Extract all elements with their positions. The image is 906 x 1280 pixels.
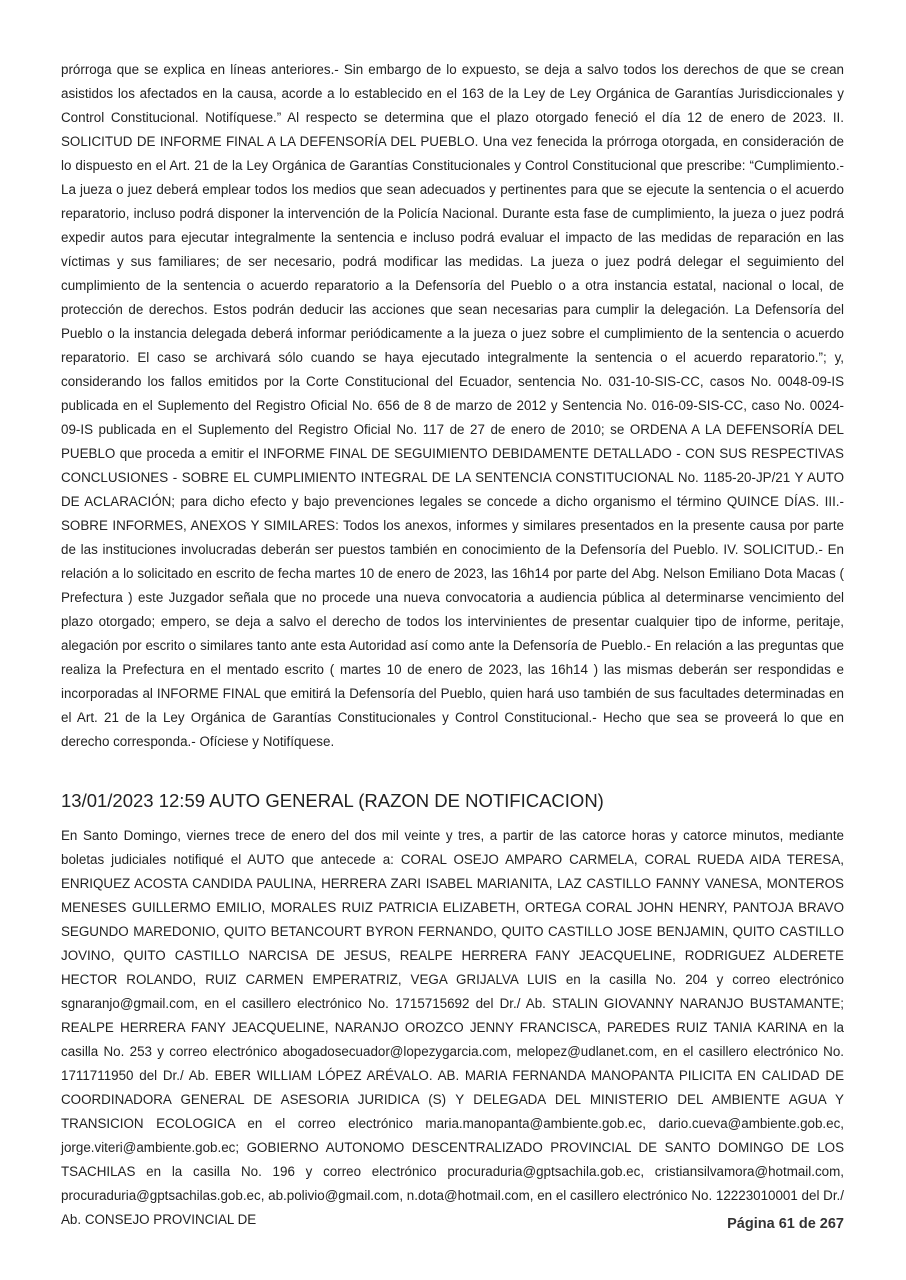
body-paragraph: prórroga que se explica en líneas anteriores.- Sin embargo de lo expuesto, se deja a salvo todos los derechos de que se crean asistidos los afectados en la causa, acorde a lo establecido en el 163 de la Ley de Ley Orgánica de Garantías Jurisdiccionales y Control Constitucional. Notifíquese.” Al respecto se determina que el plazo otorgado feneció el día 12 de enero de 2023. II. SOLICITUD DE INFORME FINAL A LA DEFENSORÍA DEL PUEBLO. Una vez fenecida la prórroga otorgada, en consideración de lo dispuesto en el Art. 21 de la Ley Orgánica de Garantías Constitucionales y Control Constitucional que prescribe: “Cumplimiento.- La jueza o juez deberá emplear todos los medios que sean adecuados y pertinentes para que se ejecute la sentencia o el acuerdo reparatorio, incluso podrá disponer la intervención de la Policía Nacional. Durante esta fase de cumplimiento, la jueza o juez podrá expedir autos para ejecutar integralmente la sentencia e incluso podrá evaluar el impacto de las medidas de reparación en las víctimas y sus familiares; de ser necesario, podrá modificar las medidas. La jueza o juez podrá delegar el seguimiento del cumplimiento de la sentencia o acuerdo reparatorio a la Defensoría del Pueblo o a otra instancia estatal, nacional o local, de protección de derechos. Estos podrán deducir las acciones que sean necesarias para cumplir la delegación. La Defensoría del Pueblo o la instancia delegada deberá informar periódicamente a la jueza o juez sobre el cumplimiento de la sentencia o acuerdo reparatorio. El caso se archivará sólo cuando se haya ejecutado integralmente la sentencia o el acuerdo reparatorio.”; y, considerando los fallos emitidos por la Corte Constitucional del Ecuador, sentencia No. 031-10-SIS-CC, casos No. 0048-09-IS publicada en el Suplemento del Registro Oficial No. 656 de 8 de marzo de 2012 y Sentencia No. 016-09-SIS-CC, caso No. 0024-09-IS publicada en el Suplemento del Registro Oficial No. 117 de 27 de enero de 2010; se ORDENA A LA DEFENSORÍA DEL PUEBLO que proceda a emitir el INFORME FINAL DE SEGUIMIENTO DEBIDAMENTE DETALLADO - CON SUS RESPECTIVAS CONCLUSIONES - SOBRE EL CUMPLIMIENTO INTEGRAL DE LA SENTENCIA CONSTITUCIONAL No. 1185-20-JP/21 Y AUTO DE ACLARACIÓN; para dicho efecto y bajo prevenciones legales se concede a dicho organismo el término QUINCE DÍAS. III.- SOBRE INFORMES, ANEXOS Y SIMILARES: Todos los anexos, informes y similares presentados en la presente causa por parte de las instituciones involucradas deberán ser puestos también en conocimiento de la Defensoría del Pueblo. IV. SOLICITUD.- En relación a lo solicitado en escrito de fecha martes 10 de enero de 2023, las 16h14 por parte del Abg. Nelson Emiliano Dota Macas ( Prefectura ) este Juzgador señala que no procede una nueva convocatoria a audiencia pública al determinarse vencimiento del plazo otorgado; empero, se deja a salvo el derecho de todos los intervinientes de presentar cualquier tipo de informe, peritaje, alegación por escrito o similares tanto ante esta Autoridad así como ante la Defensoría de Pueblo.- En relación a las preguntas que realiza la Prefectura en el mentado escrito ( martes 10 de enero de 2023, las 16h14 ) las mismas deberán ser respondidas e incorporadas al INFORME FINAL que emitirá la Defensoría del Pueblo, quien hará uso también de sus facultades determinadas en el Art. 21 de la Ley Orgánica de Garantías Constitucionales y Control Constitucional.- Hecho que sea se proveerá lo que en derecho corresponda.- Ofíciese y Notifíquese. [61,62,844,749]
section-heading: 13/01/2023 12:59 AUTO GENERAL (RAZON DE NOTIFICACION) [61,790,604,811]
document-page [61,58,844,1232]
notification-paragraph: En Santo Domingo, viernes trece de enero del dos mil veinte y tres, a partir de las catorce horas y catorce minutos, mediante boletas judiciales notifiqué el AUTO que antecede a: CORAL OSEJO AMPARO CARMELA, CORAL RUEDA AIDA TERESA, ENRIQUEZ ACOSTA CANDIDA PAULINA, HERRERA ZARI ISABEL MARIANITA, LAZ CASTILLO FANNY VANESA, MONTEROS MENESES GUILLERMO EMILIO, MORALES RUIZ PATRICIA ELIZABETH, ORTEGA CORAL JOHN HENRY, PANTOJA BRAVO SEGUNDO MAREDONIO, QUITO BETANCOURT BYRON FERNANDO, QUITO CASTILLO JOSE BENJAMIN, QUITO CASTILLO JOVINO, QUITO CASTILLO NARCISA DE JESUS, REALPE HERRERA FANY JEACQUELINE, RODRIGUEZ ALDERETE HECTOR ROLANDO, RUIZ CARMEN EMPERATRIZ, VEGA GRIJALVA LUIS en la casilla No. 204 y correo electrónico sgnaranjo@gmail.com, en el casillero electrónico No. 1715715692 del Dr./ Ab. STALIN GIOVANNY NARANJO BUSTAMANTE; REALPE HERRERA FANY JEACQUELINE, NARANJO OROZCO JENNY FRANCISCA, PAREDES RUIZ TANIA KARINA en la casilla No. 253 y correo electrónico abogadosecuador@lopezygarcia.com, melopez@udlanet.com, en el casillero electrónico No. 1711711950 del Dr./ Ab. EBER WILLIAM LÓPEZ ARÉVALO. AB. MARIA FERNANDA MANOPANTA PILICITA EN CALIDAD DE COORDINADORA GENERAL DE ASESORIA JURIDICA (S) Y DELEGADA DEL MINISTERIO DEL AMBIENTE AGUA Y TRANSICION ECOLOGICA en el correo electrónico maria.manopanta@ambiente.gob.ec, dario.cueva@ambiente.gob.ec, jorge.viteri@ambiente.gob.ec; GOBIERNO AUTONOMO DESCENTRALIZADO PROVINCIAL DE SANTO DOMINGO DE LOS TSACHILAS en la casilla No. 196 y correo electrónico procuraduria@gptsachila.gob.ec, cristiansilvamora@hotmail.com, procuraduria@gptsachilas.gob.ec, ab.polivio@gmail.com, n.dota@hotmail.com, en el casillero electrónico No. 12223010001 del Dr./ Ab. CONSEJO PROVINCIAL DE [61,828,844,1227]
page-number: Página 61 de 267 [727,1216,844,1232]
